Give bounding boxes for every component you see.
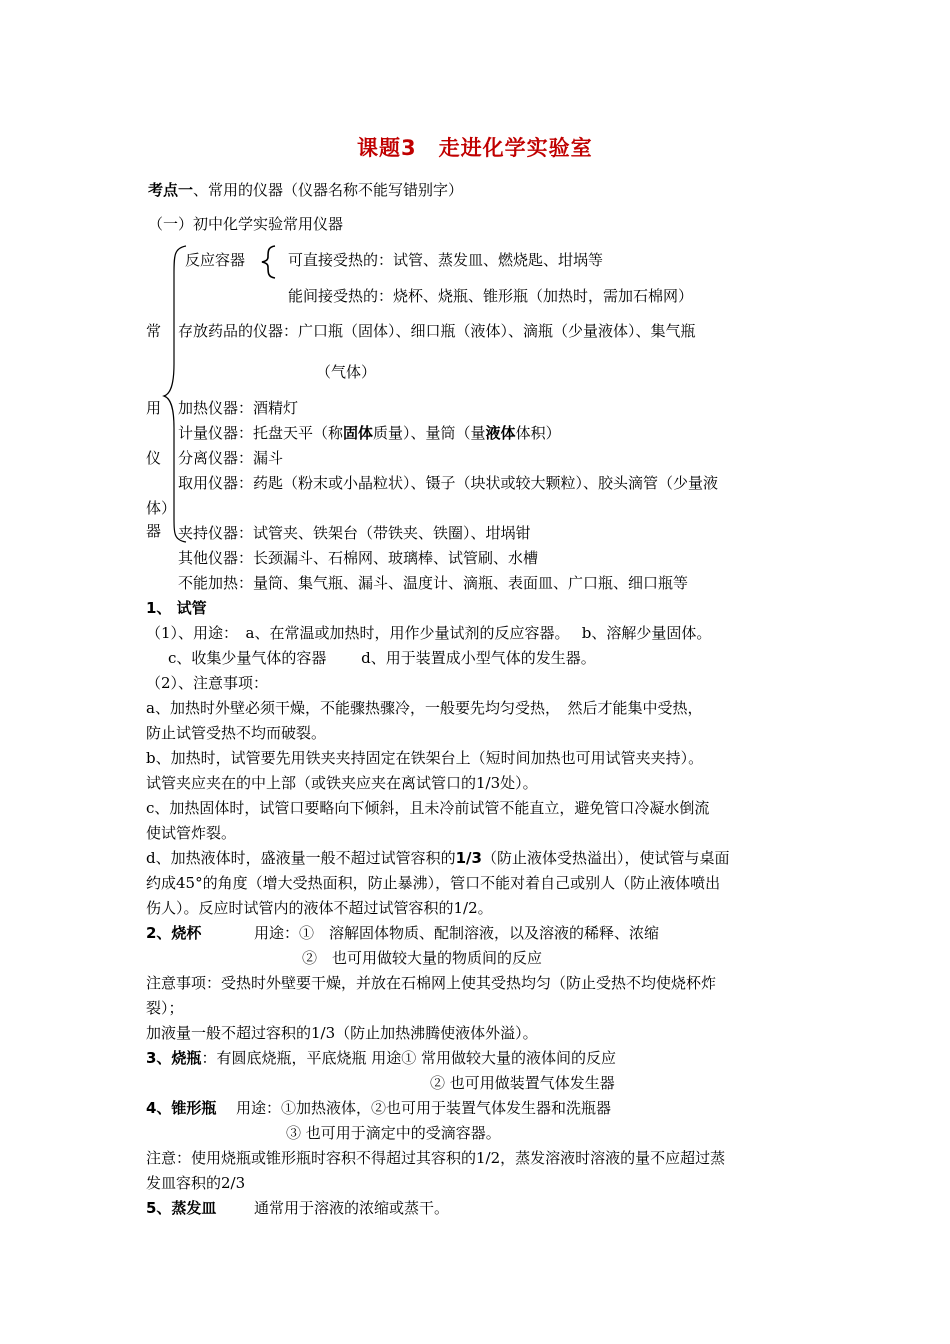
kaodian-text: 、常用的仪器（仪器名称不能写错别字）	[193, 181, 464, 199]
flask-line	[146, 1048, 616, 1068]
tube-note-c2: 使试管炸裂。	[146, 824, 237, 842]
measure-bold-solid: 固体	[343, 424, 374, 442]
measure-text: 质量）、量筒（量	[373, 424, 486, 442]
tube-use2: c、收集少量气体的容器 d、用于装置成小型气体的发生器。	[168, 649, 596, 667]
note-line2: 发皿容积的2/3	[146, 1174, 246, 1192]
measure-bold-liquid: 液体	[485, 424, 516, 442]
conical-use2: ③ 也可用于滴定中的受滴容器。	[286, 1124, 501, 1142]
measure-text: 体积）	[515, 424, 561, 442]
storage-line2: （气体）	[316, 363, 377, 381]
take-line2: 体）	[146, 499, 177, 517]
tube-note-bold: 1/3	[455, 849, 482, 867]
beaker-heading: 2、烧杯	[146, 924, 202, 942]
section-heading: （一）初中化学实验常用仪器	[148, 215, 344, 233]
tube-note-b2: 试管夹应夹在的中上部（或铁夹应夹在离试管口的1/3处）。	[146, 774, 538, 792]
take-line1: 取用仪器：药匙（粉末或小晶粒状）、镊子（块状或较大颗粒）、胶头滴管（少量液	[178, 474, 719, 492]
tube-note-d2: 约成45°的角度（增大受热面积，防止暴沸），管口不能对着自己或别人（防止液体喷出	[146, 874, 721, 892]
other-line: 其他仪器：长颈漏斗、石棉网、玻璃棒、试管刷、水槽	[178, 549, 539, 567]
storage-line1: 存放药品的仪器：广口瓶（固体）、细口瓶（液体）、滴瓶（少量液体）、集气瓶	[178, 322, 696, 340]
noheat-line: 不能加热：量筒、集气瓶、漏斗、温度计、滴瓶、表面皿、广口瓶、细口瓶等	[178, 574, 689, 592]
beaker-note3: 加液量一般不超过容积的1/3（防止加热沸腾使液体外溢）。	[146, 1024, 538, 1042]
tube-note-text: d、加热液体时，盛液量一般不超过试管容积的	[146, 849, 456, 867]
measure-text: 计量仪器：托盘天平（称	[178, 424, 344, 442]
side-label-char: 常	[146, 322, 162, 340]
kaodian-line	[148, 180, 463, 200]
beaker-note1: 注意事项：受热时外壁要干燥，并放在石棉网上使其受热均匀（防止受热不均使烧杯炸	[146, 974, 717, 992]
tube-note-c1: c、加热固体时，试管口要略向下倾斜，且未冷前试管不能直立，避免管口冷凝水倒流	[146, 799, 710, 817]
beaker-use1: 用途：① 溶解固体物质、配制溶液，以及溶液的稀释、浓缩	[254, 924, 660, 942]
dish-text: 通常用于溶液的浓缩或蒸干。	[254, 1199, 450, 1217]
side-label-char: 仪	[146, 449, 162, 467]
side-label-char: 用	[146, 399, 162, 417]
tube-note-d3: 伤人）。反应时试管内的液体不超过试管容积的1/2。	[146, 899, 493, 917]
heating-line: 加热仪器：酒精灯	[178, 399, 299, 417]
kaodian-label: 考点一	[148, 181, 194, 199]
side-label-char: 器	[146, 522, 162, 540]
tube-note-d1	[146, 848, 729, 868]
tube-notes-title: （2）、注意事项：	[146, 674, 269, 692]
small-brace	[259, 245, 279, 279]
conical-text: 用途：①加热液体，②也可用于装置气体发生器和洗瓶器	[236, 1099, 612, 1117]
reaction-indirect: 能间接受热的：烧杯、烧瓶、锥形瓶（加热时，需加石棉网）	[288, 287, 694, 305]
clamp-line: 夹持仪器：试管夹、铁架台（带铁夹、铁圈）、坩埚钳	[178, 524, 531, 542]
dish-heading: 5、蒸发皿	[146, 1199, 217, 1217]
page-title: 课题3 走进化学实验室	[357, 136, 593, 160]
note-line1: 注意：使用烧瓶或锥形瓶时容积不得超过其容积的1/2，蒸发溶液时溶液的量不应超过蒸	[146, 1149, 726, 1167]
flask-text: ：有圆底烧瓶，平底烧瓶 用途① 常用做较大量的液体间的反应	[201, 1049, 616, 1067]
tube-use1: （1）、用途： a、在常温或加热时，用作少量试剂的反应容器。 b、溶解少量固体。	[146, 624, 712, 642]
flask-heading: 3、烧瓶	[146, 1049, 202, 1067]
reaction-label: 反应容器	[185, 251, 246, 269]
tube-note-text: （防止液体受热溢出），使试管与桌面	[481, 849, 730, 867]
conical-heading: 4、锥形瓶	[146, 1099, 217, 1117]
beaker-use2: ② 也可用做较大量的物质间的反应	[302, 949, 543, 967]
tube-heading: 1、 试管	[146, 599, 207, 617]
tube-note-a1: a、加热时外壁必须干燥，不能骤热骤冷，一般要先均匀受热， 然后才能集中受热，	[146, 699, 703, 717]
separate-line: 分离仪器：漏斗	[178, 449, 284, 467]
measure-line	[178, 423, 561, 443]
beaker-note2: 裂）；	[146, 999, 184, 1017]
reaction-direct: 可直接受热的：试管、蒸发皿、燃烧匙、坩埚等	[288, 251, 604, 269]
tube-note-a2: 防止试管受热不均而破裂。	[146, 724, 327, 742]
tube-note-b1: b、加热时，试管要先用铁夹夹持固定在铁架台上（短时间加热也可用试管夹夹持）。	[146, 749, 704, 767]
flask-use2: ② 也可用做装置气体发生器	[430, 1074, 615, 1092]
